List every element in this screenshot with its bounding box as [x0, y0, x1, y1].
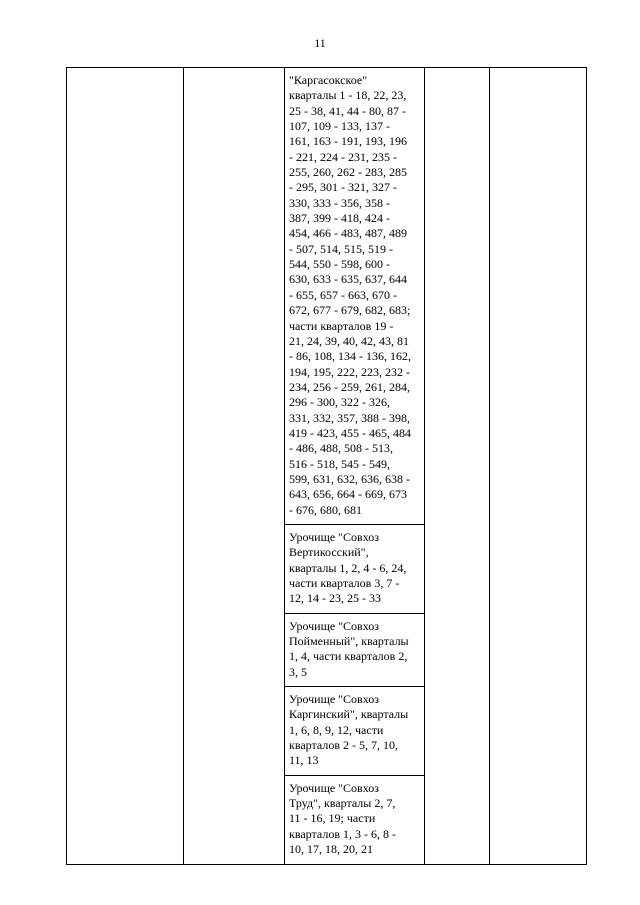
table-cell-col2: [184, 68, 285, 865]
table-row: [67, 68, 587, 525]
forest-quarters-table: [66, 67, 587, 865]
table-cell-location: [285, 687, 425, 776]
table-cell-col5: [490, 68, 587, 865]
location-text: Урочище "Совхоз Пойменный", кварталы 1, 4, части кварталов 2, 3, 5: [289, 618, 409, 679]
location-text: Урочище "Совхоз Каргинский", кварталы 1, 6, 8, 9, 12, части кварталов 2 - 5, 7, 10, 11, 13: [289, 692, 409, 768]
table-cell-location: [285, 775, 425, 864]
table-cell-col4: [425, 68, 490, 865]
location-text: Урочище "Совхоз Труд", кварталы 2, 7, 11 - 16, 19; части кварталов 1, 3 - 6, 8 - 10, 17, 18, 20, 21: [289, 780, 396, 857]
table-cell-location: [285, 68, 425, 525]
table-cell-col1: [67, 68, 184, 865]
location-text: Урочище "Совхоз Вертикосский", кварталы 1, 2, 4 - 6, 24, части кварталов 3, 7 - 12, 14 - 23, 25 - 33: [289, 529, 407, 606]
location-text: "Каргасокское" кварталы 1 - 18, 22, 23, 25 - 38, 41, 44 - 80, 87 - 107, 109 - 133, 137 - 161, 163 - 191, 193, 196 - 221, 224 - 231, 235 - 255, 260, 262 - 283, 285 - 295, 301 - 321, 327 - 330, 333 - 356, 358 - 387, 399 - 418, 424 - 454, 466 - 483, 487, 489 - 507, 514, 515, 519 - 544, 550 - 598, 600 - 630, 633 - 635, 637, 644 - 655, 657 - 663, 670 - 672, 677 - 679, 682, 683; части кварталов 19 - 21, 24, 39, 40, 42, 43, 81 - 86, 108, 134 - 136, 162, 194, 195, 222, 223, 232 - 234, 256 - 259, 261, 284, 296 - 300, 322 - 326, 331, 332, 357, 388 - 398, 419 - 423, 455 - 465, 484 - 486, 488, 508 - 513, 516 - 518, 545 - 549, 599, 631, 632, 636, 638 - 643, 656, 664 - 669, 673 - 676, 680, 681: [289, 73, 411, 517]
page-number: 11: [314, 36, 326, 50]
table-cell-location: [285, 613, 425, 686]
table-cell-location: [285, 524, 425, 613]
